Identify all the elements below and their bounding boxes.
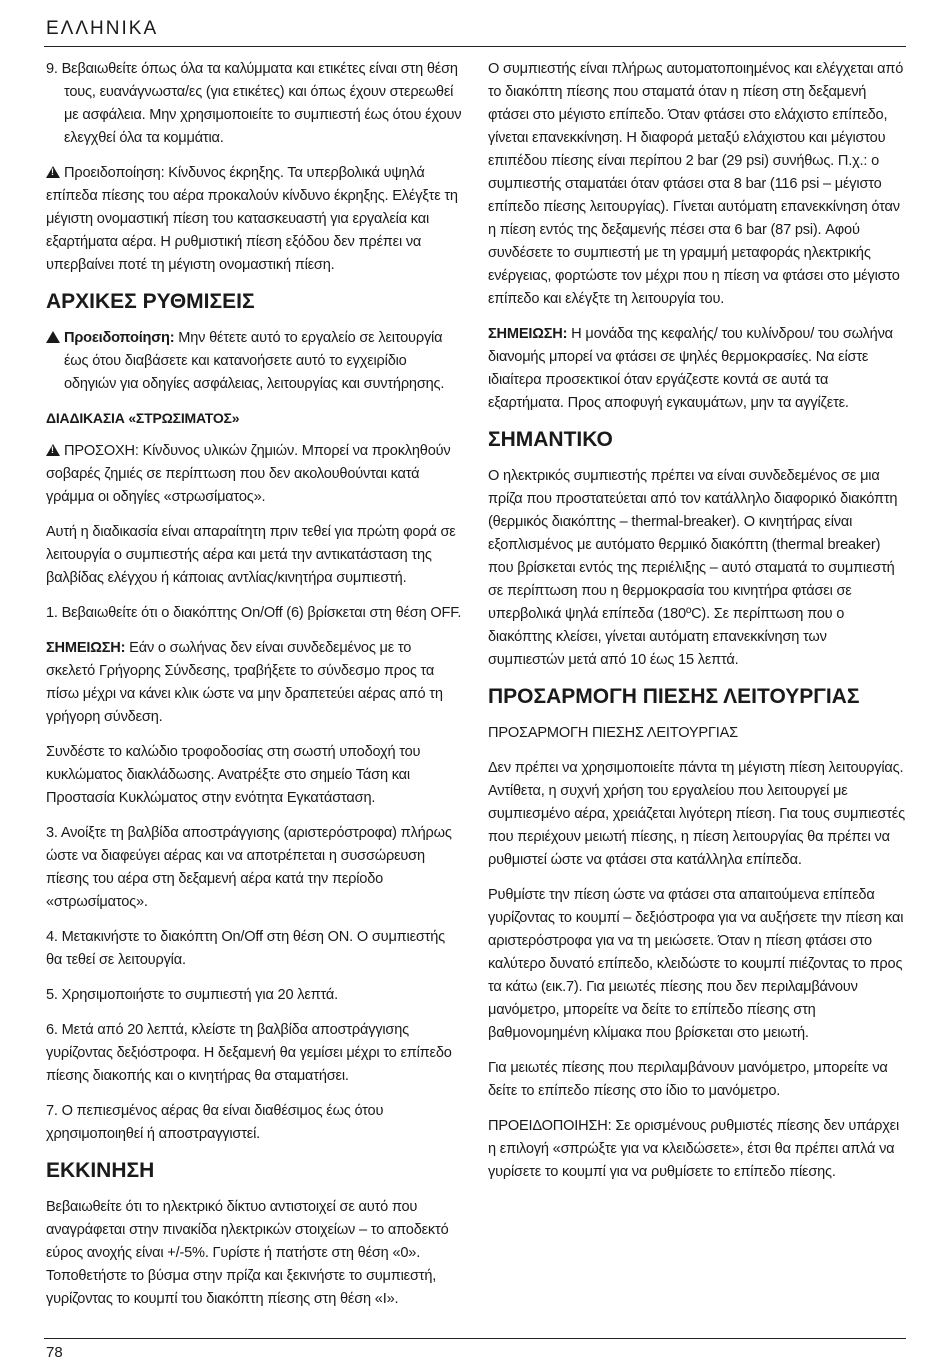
start-up-text: Βεβαιωθείτε ότι το ηλεκτρικό δίκτυο αντιστοιχεί σε αυτό που αναγράφεται στην πινακίδα ηλεκτρικών στοιχείων – το αποδεκτό εύρος ανοχής είναι +/-5%. Γυρίστε ή πατήστε στη θέση «0». Τοποθετήστε το βύσμα στην πρίζα και ξεκινήστε το συμπιεστή, γυρίζοντας το κουμπί του διακόπτη πίεσης στη θέση «I». xyxy=(46,1199,449,1307)
read-manual-warning: !Προειδοποίηση: Μην θέτετε αυτό το εργαλείο σε λειτουργία έως ότου διαβάσετε και κατανοήσετε αυτό το εγχειρίδιο οδηγιών για οδηγίες ασφάλειας, λειτουργίας και συντήρησης. xyxy=(46,327,462,396)
top-divider xyxy=(44,46,906,47)
step-4: 4. Μετακινήστε το διακόπτη On/Off στη θέση ON. Ο συμπιεστής θα τεθεί σε λειτουργία. xyxy=(46,929,445,968)
subheading-operating-pressure: ΠΡΟΣΑΡΜΟΓΗ ΠΙΕΣΗΣ ΛΕΙΤΟΥΡΓΙΑΣ xyxy=(488,725,738,741)
note-quick-connect: ΣΗΜΕΙΩΣΗ: Εάν ο σωλήνας δεν είναι συνδεδεμένος με το σκελετό Γρήγορης Σύνδεσης, τραβήξετε το σύνδεσμο προς τα πίσω μέχρι να κάνει κλικ ώστε να μην δραπετεύει αέρας από τη γρήγορη σύνδεση. xyxy=(46,640,443,725)
warning-icon xyxy=(46,166,60,178)
automation-text: Ο συμπιεστής είναι πλήρως αυτοματοποιημένος και ελέγχεται από το διακόπτη πίεσης που σταματά όταν η πίεση στη δεξαμενή φτάσει στο μέγιστο επίπεδο. Όταν φτάσει στο ελάχιστο επίπεδο, γίνεται επανεκκίνηση. Η διαφορά μεταξύ ελάχιστου και μέγιστου επιπέδου πίεσης είναι περίπου 2 bar (29 psi) συνήθως. Π.χ.: ο συμπιεστής σταματάει όταν φτάσει στα 8 bar (116 psi – μέγιστο επίπεδο πίεσης λειτουργίας). Γίνεται αυτόματη επανεκκίνηση όταν η πίεση εντός της δεξαμενής πέσει στα 6 bar (87 psi). Αφού συνδέσετε το συμπιεστή με τη γραμμή μεταφοράς ηλεκτρικής ενέργειας, φορτώστε τον μέχρι που η πίεση να φτάσει στο μέγιστο επίπεδο και ελέγξτε τη λειτουργία του. xyxy=(488,61,904,307)
step-3: 3. Ανοίξτε τη βαλβίδα αποστράγγισης (αριστερόστροφα) πλήρως ώστε να διαφεύγει αέρας και να αποτρέπεται η συσσώρευση πίεσης του αέρα στη δεξαμενή αέρα κατά την περίοδο «στρωσίματος». xyxy=(46,825,452,910)
pressure-text-1: Δεν πρέπει να χρησιμοποιείτε πάντα τη μέγιστη πίεση λειτουργίας. Αντίθετα, η συχνή χρήση του εργαλείου που λειτουργεί με συμπιεσμένο αέρα, χρειάζεται λιγότερη πίεση. Για τους συμπιεστές που περιέχουν μειωτή πίεσης, η πίεση λειτουργίας θα πρέπει να ρυθμιστεί ώστε να φτάσει στα κατάλληλα επίπεδα. xyxy=(488,760,905,868)
important-text: Ο ηλεκτρικός συμπιεστής πρέπει να είναι συνδεδεμένος σε μια πρίζα που προστατεύεται από τον κατάλληλο διαφορικό διακόπτη (θερμικός διακόπτης – thermal-breaker). Ο κινητήρας είναι εξοπλισμένος με αυτόματο θερμικό διακόπτη (thermal breaker) που βρίσκεται εντός της περιέλιξης – αυτό σταματά το συμπιεστή σε περίπτωση που η θερμοκρασία του κινητήρα φτάσει σε υπερβολικά ψηλά επίπεδα (180ºC). Σε περίπτωση που ο διακόπτης κλείσει, γίνεται αυτόματη επανεκκίνηση των συμπιεστών μετά από 10 έως 15 λεπτά. xyxy=(488,468,898,668)
pressure-text-3: Για μειωτές πίεσης που περιλαμβάνουν μανόμετρο, μπορείτε να δείτε το επίπεδο πίεσης στο ίδιο το μανόμετρο. xyxy=(488,1060,888,1099)
explosion-warning: !Προειδοποίηση: Κίνδυνος έκρηξης. Τα υπερβολικά υψηλά επίπεδα πίεσης του αέρα προκαλούν κίνδυνο έκρηξης. Ελέγξτε τη μέγιστη ονομαστική πίεση του κατασκευαστή για εργαλεία και εξαρτήματα αέρα. Η ρυθμιστική πίεση εξόδου δεν πρέπει να υπερβαίνει ποτέ τη μέγιστη ονομαστική πίεση. xyxy=(46,162,462,277)
heading-important: ΣΗΜΑΝΤΙΚΟ xyxy=(488,428,613,451)
step-5: 5. Χρησιμοποιήστε το συμπιεστή για 20 λεπτά. xyxy=(46,987,338,1003)
left-column xyxy=(46,58,462,1323)
pressure-text-2: Ρυθμίστε την πίεση ώστε να φτάσει στα απαιτούμενα επίπεδα γυρίζοντας το κουμπί – δεξιόστροφα για να αυξήσετε την πίεση και αριστερόστροφα για να τη μειώσετε. Όταν η πίεση φτάσει στο καλύτερο δυνατό επίπεδο, κλειδώστε το κουμπί πιέζοντας το προς τα κάτω (εικ.7). Για μειωτές πίεσης που δεν περιλαμβάνουν μανόμετρο, μπορείτε να δείτε το επίπεδο πίεσης στη βαθμονομημένη κλίμακα που βρίσκεται στο μειωτή. xyxy=(488,887,904,1041)
step-1: 1. Βεβαιωθείτε ότι ο διακόπτης On/Off (6) βρίσκεται στη θέση OFF. xyxy=(46,605,462,621)
right-column xyxy=(488,58,906,1196)
page-number: 78 xyxy=(46,1344,63,1361)
heading-initial-settings: ΑΡΧΙΚΕΣ ΡΥΘΜΙΣΕΙΣ xyxy=(46,290,255,313)
heading-start-up: ΕΚΚΙΝΗΣΗ xyxy=(46,1159,155,1182)
pressure-warning: ΠΡΟΕΙΔΟΠΟΙΗΣΗ: Σε ορισμένους ρυθμιστές πίεσης δεν υπάρχει η επιλογή «σπρώξτε για να κλειδώσετε», έτσι θα πρέπει απλά να γυρίσετε το κουμπί για να ρυθμίσετε το επίπεδο πίεσης. xyxy=(488,1118,900,1180)
step-6: 6. Μετά από 20 λεπτά, κλείστε τη βαλβίδα αποστράγγισης γυρίζοντας δεξιόστροφα. Η δεξαμενή θα γεμίσει μέχρι το επίπεδο πίεσης διακοπής και ο κινητήρας θα σταματήσει. xyxy=(46,1022,452,1084)
warning-icon xyxy=(46,331,60,343)
heading-operating-pressure: ΠΡΟΣΑΡΜΟΓΗ ΠΙΕΣΗΣ ΛΕΙΤΟΥΡΓΙΑΣ xyxy=(488,685,860,708)
language-header: ΕΛΛΗΝΙΚΑ xyxy=(46,18,159,39)
connect-power-cord: Συνδέστε το καλώδιο τροφοδοσίας στη σωστή υποδοχή του κυκλώματος διακλάδωσης. Ανατρέξτε στο σημείο Τάση και Προστασία Κυκλώματος στην ενότητα Εγκατάσταση. xyxy=(46,744,421,806)
procedure-intro: Αυτή η διαδικασία είναι απαραίτητη πριν τεθεί για πρώτη φορά σε λειτουργία ο συμπιεστής αέρα και μετά την αντικατάσταση της βαλβίδας ελέγχου ή κάποιας αντλίας/κινητήρα συμπιεστή. xyxy=(46,524,456,586)
step-9: 9. Βεβαιωθείτε όπως όλα τα καλύμματα και ετικέτες είναι στη θέση τους, ευανάγνωστα/ες (για ετικέτες) και όπως έχουν στερεωθεί με ασφάλεια. Μην χρησιμοποιείτε το συμπιεστή έως ότου έχουν ελεγχθεί όλα τα κομμάτια. xyxy=(46,61,462,146)
step-7: 7. Ο πεπιεσμένος αέρας θα είναι διαθέσιμος έως ότου χρησιμοποιηθεί ή αποστραγγιστεί. xyxy=(46,1103,384,1142)
heading-break-in-procedure: ΔΙΑΔΙΚΑΣΙΑ «ΣΤΡΩΣΙΜΑΤΟΣ» xyxy=(46,410,240,426)
bottom-divider xyxy=(44,1338,906,1339)
warning-icon xyxy=(46,444,60,456)
note-hot-parts: ΣΗΜΕΙΩΣΗ: Η μονάδα της κεφαλής/ του κυλίνδρου/ του σωλήνα διανομής μπορεί να φτάσει σε ψηλές θερμοκρασίες. Να είστε ιδιαίτερα προσεκτικοί όταν εργάζεστε κοντά σε αυτά τα εξαρτήματα. Προς αποφυγή εγκαυμάτων, μην τα αγγίζετε. xyxy=(488,326,893,411)
damage-caution: !ΠΡΟΣΟΧΗ: Κίνδυνος υλικών ζημιών. Μπορεί να προκληθούν σοβαρές ζημιές σε περίπτωση που δεν ακολουθούνται κατά γράμμα οι οδηγίες «στρωσίματος». xyxy=(46,440,462,509)
